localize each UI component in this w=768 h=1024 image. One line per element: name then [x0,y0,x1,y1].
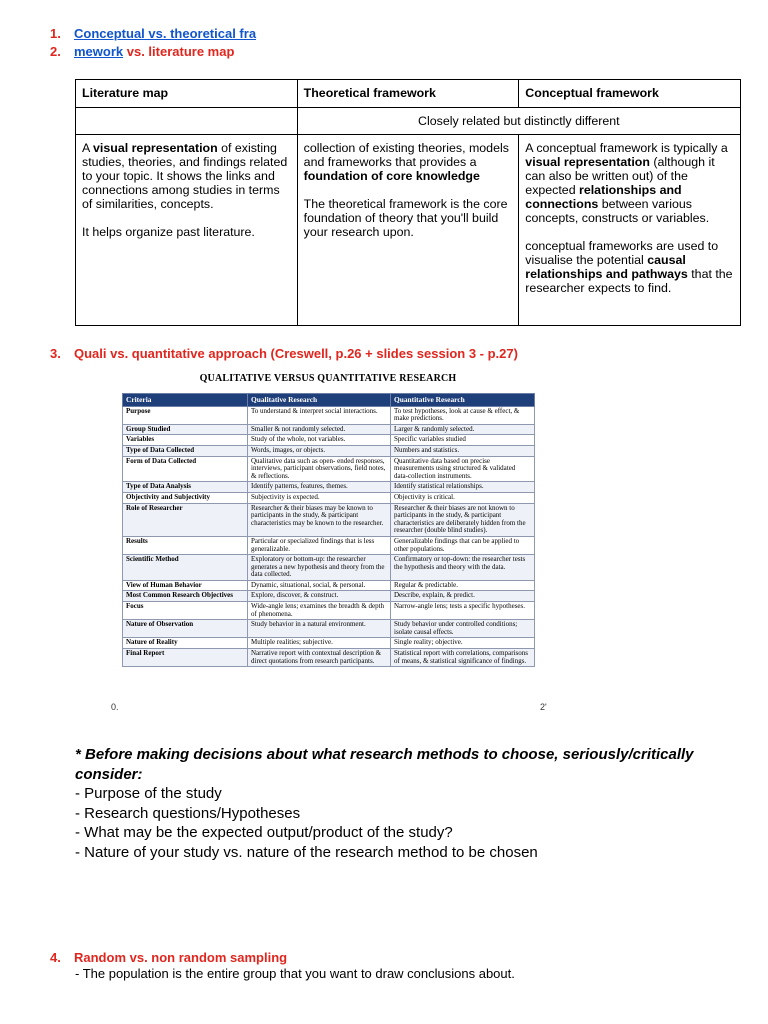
quantitative-cell: Larger & randomly selected. [391,424,535,435]
heading-2-link[interactable]: mework [74,44,124,59]
table-row [76,108,741,135]
list-item: - Nature of your study vs. nature of the research method to be chosen [75,843,538,861]
criteria-cell: Final Report [123,649,248,667]
theoretical-framework-cell [297,135,519,326]
quantitative-cell: Specific variables studied [391,435,535,446]
quantitative-cell: Identify statistical relationships. [391,482,535,493]
quantitative-cell: Numbers and statistics. [391,445,535,456]
paragraph: The theoretical framework is the core foundation of theory that you'll build your research upon. [303,197,508,239]
criteria-cell: Role of Researcher [123,503,248,536]
qualitative-cell: Researcher & their biases may be known to participants in the study, & participant characteristics may be known to the researcher. [248,503,391,536]
qual-quant-body [123,406,535,667]
paragraph: A visual representation of existing studies, theories, and findings related to your topic. It shows the links and connections among studies in terms of similarities, concepts. [82,141,288,211]
quantitative-cell: Describe, explain, & predict. [391,591,535,602]
considerations-lead: * Before making decisions about what research methods to choose, seriously/critically consider: [75,746,694,783]
table-row [123,435,535,446]
qualitative-cell: Particular or specialized findings that is less generalizable. [248,536,391,554]
header-literature-map: Literature map [76,80,298,108]
cropped-edge-text-left: 0. [111,702,119,712]
header-quantitative: Quantitative Research [391,394,535,407]
quantitative-cell: Statistical report with correlations, comparisons of means, & statistical significance of findings. [391,649,535,667]
heading-2 [50,44,234,59]
paragraph: collection of existing theories, models and frameworks that provides a foundation of core knowledge [303,141,509,183]
table-row [123,482,535,493]
paragraph: It helps organize past literature. [82,225,255,239]
cropped-edge-text-right: 2' [540,702,547,712]
table-header-row [76,80,741,108]
qualitative-cell: Explore, discover, & construct. [248,591,391,602]
closely-related-cell: Closely related but distinctly different [297,108,740,135]
qualitative-cell: Words, images, or objects. [248,445,391,456]
table-row [76,135,741,326]
criteria-cell: Objectivity and Subjectivity [123,492,248,503]
criteria-cell: Nature of Observation [123,620,248,638]
heading-4 [50,950,287,965]
heading-4-text: Random vs. non random sampling [74,950,288,965]
criteria-cell: Purpose [123,406,248,424]
table-row [123,649,535,667]
table-row [123,591,535,602]
table-row [123,555,535,581]
qual-quant-table [122,393,535,667]
qual-quant-header-row [123,394,535,407]
table-row [123,580,535,591]
heading-2-number: 2. [50,44,61,59]
quantitative-cell: Single reality; objective. [391,638,535,649]
qualitative-cell: Subjectivity is expected. [248,492,391,503]
qualitative-cell: Qualitative data such as open- ended responses, interviews, participant observations, field notes, & reflections. [248,456,391,482]
quantitative-cell: To test hypotheses, look at cause & effect, & make predictions. [391,406,535,424]
considerations-block [75,745,755,862]
table-row [123,456,535,482]
header-conceptual-framework: Conceptual framework [519,80,741,108]
framework-comparison-table [75,79,741,326]
heading-3 [50,346,518,361]
quantitative-cell: Study behavior under controlled conditions; isolate causal effects. [391,620,535,638]
criteria-cell: Nature of Reality [123,638,248,649]
quantitative-cell: Regular & predictable. [391,580,535,591]
list-item: - Purpose of the study [75,785,222,802]
heading-2-text: vs. literature map [123,44,235,59]
heading-4-number: 4. [50,950,61,965]
criteria-cell: Most Common Research Objectives [123,591,248,602]
criteria-cell: Scientific Method [123,555,248,581]
table-row [123,406,535,424]
qualitative-cell: Multiple realities; subjective. [248,638,391,649]
qualitative-cell: Study of the whole, not variables. [248,435,391,446]
criteria-cell: Form of Data Collected [123,456,248,482]
table-row [123,620,535,638]
quantitative-cell: Quantitative data based on precise measurements using structured & validated data-collection instruments. [391,456,535,482]
quantitative-cell: Objectivity is critical. [391,492,535,503]
heading-1-number: 1. [50,26,61,41]
criteria-cell: Type of Data Collected [123,445,248,456]
qualitative-cell: Study behavior in a natural environment. [248,620,391,638]
quantitative-cell: Confirmatory or top-down: the researcher tests the hypothesis and theory with the data. [391,555,535,581]
criteria-cell: Group Studied [123,424,248,435]
criteria-cell: Type of Data Analysis [123,482,248,493]
list-item: - Research questions/Hypotheses [75,804,301,822]
figure-title: QUALITATIVE VERSUS QUANTITATIVE RESEARCH [199,373,457,384]
criteria-cell: Focus [123,602,248,620]
qualitative-cell: Smaller & not randomly selected. [248,424,391,435]
criteria-cell: Results [123,536,248,554]
quantitative-cell: Narrow-angle lens; tests a specific hypotheses. [391,602,535,620]
criteria-cell: View of Human Behavior [123,580,248,591]
table-row [123,445,535,456]
header-qualitative: Qualitative Research [248,394,391,407]
list-item: - What may be the expected output/product of the study? [75,824,453,841]
qualitative-cell: Exploratory or bottom-up: the researcher generates a new hypothesis and theory from the data collected. [248,555,391,581]
paragraph: A conceptual framework is typically a visual representation (although it can also be written out) of the expected relationships and connections between various concepts, constructs or variables. [525,141,728,225]
literature-map-cell [76,135,298,326]
header-theoretical-framework: Theoretical framework [297,80,519,108]
table-row [123,638,535,649]
heading-1 [50,26,256,41]
qualitative-cell: Dynamic, situational, social, & personal. [248,580,391,591]
qualitative-cell: Narrative report with contextual description & direct quotations from research participants. [248,649,391,667]
heading-3-text: Quali vs. quantitative approach (Creswell, p.26 + slides session 3 - p.27) [74,346,518,361]
table-row [123,602,535,620]
heading-3-number: 3. [50,346,61,361]
table-row [123,492,535,503]
empty-cell [76,108,298,135]
table-row [123,536,535,554]
table-row [123,424,535,435]
quantitative-cell: Researcher & their biases are not known to participants in the study, & participant characteristics are deliberately hidden from the researcher (double blind studies). [391,503,535,536]
conceptual-framework-cell [519,135,741,326]
quantitative-cell: Generalizable findings that can be applied to other populations. [391,536,535,554]
qualitative-cell: Identify patterns, features, themes. [248,482,391,493]
table-row [123,503,535,536]
paragraph: conceptual frameworks are used to visualise the potential causal relationships and pathways that the researcher expects to find. [525,239,733,295]
heading-1-link[interactable]: Conceptual vs. theoretical fra [74,26,257,41]
criteria-cell: Variables [123,435,248,446]
header-criteria: Criteria [123,394,248,407]
qualitative-cell: To understand & interpret social interactions. [248,406,391,424]
qualitative-cell: Wide-angle lens; examines the breadth & depth of phenomena. [248,602,391,620]
population-definition: - The population is the entire group that you want to draw conclusions about. [75,966,515,981]
